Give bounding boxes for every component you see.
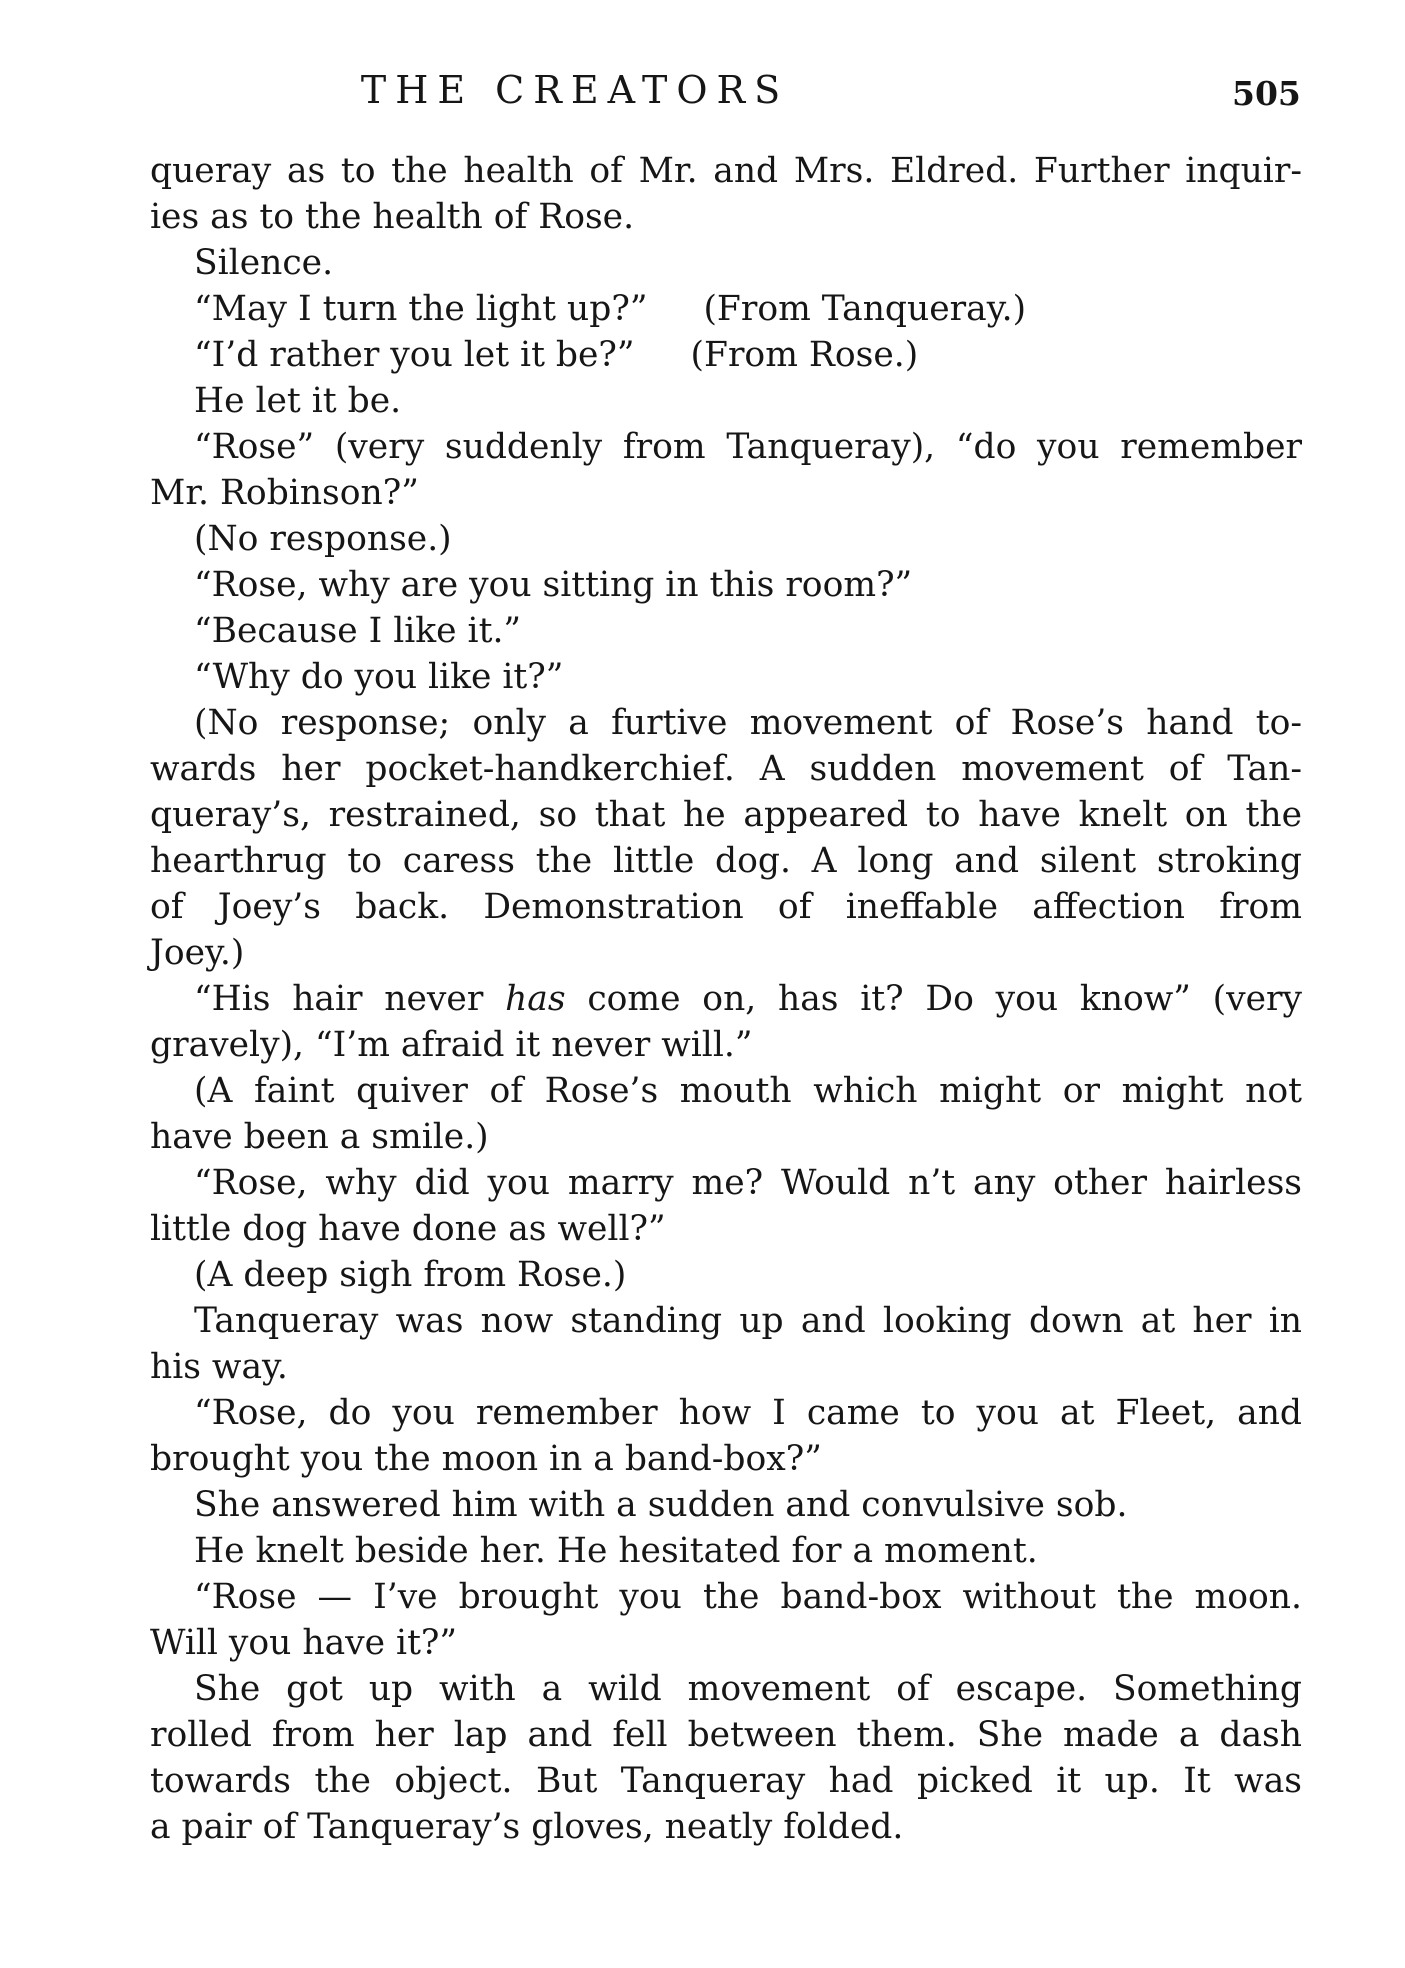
line-text: have been a smile.): [150, 1117, 489, 1157]
line-text: queray as to the health of Mr. and Mrs. Eldred. Further inquir-: [150, 151, 1302, 191]
line-text: Mr. Robinson?”: [150, 473, 419, 513]
text-line: [150, 378, 1302, 424]
line-text: Joey.): [150, 933, 245, 973]
text-line: [150, 286, 1302, 332]
line-text: “Why do you like it?”: [194, 657, 564, 697]
text-line: [150, 654, 1302, 700]
line-text: “Rose” (very suddenly from Tanqueray), “do you remember: [194, 427, 1302, 467]
text-line: [150, 1528, 1302, 1574]
line-text: “Rose, do you remember how I came to you at Fleet, and: [194, 1393, 1302, 1433]
line-text: queray’s, restrained, so that he appeared to have knelt on the: [150, 795, 1302, 835]
line-text: “Rose — I’ve brought you the band-box without the moon.: [194, 1577, 1302, 1617]
text-line: [150, 792, 1302, 838]
line-text: his way.: [150, 1347, 288, 1387]
text-line: [150, 746, 1302, 792]
italic-word: has: [505, 979, 566, 1019]
text-line: [150, 1758, 1302, 1804]
text-line: [150, 562, 1302, 608]
line-text: (A deep sigh from Rose.): [194, 1255, 627, 1295]
line-text: of Joey’s back. Demonstration of ineffable affection from: [150, 887, 1302, 927]
line-text: Silence.: [194, 243, 334, 283]
line-text: She got up with a wild movement of escape. Something: [194, 1669, 1302, 1709]
text-line: [150, 1712, 1302, 1758]
line-text: “I’d rather you let it be?”: [194, 335, 635, 375]
stage-aside: (From Rose.): [690, 335, 919, 375]
line-text: (No response; only a furtive movement of Rose’s hand to-: [194, 703, 1302, 743]
text-line: [150, 1804, 1302, 1850]
running-head: [0, 62, 1405, 122]
line-text: Tanqueray was now standing up and looking down at her in: [194, 1301, 1302, 1341]
line-text: (A faint quiver of Rose’s mouth which might or might not: [194, 1071, 1302, 1111]
line-text: She answered him with a sudden and convulsive sob.: [194, 1485, 1128, 1525]
text-line: [150, 194, 1302, 240]
text-line: [150, 148, 1302, 194]
text-line: [150, 1666, 1302, 1712]
text-line: [150, 1482, 1302, 1528]
text-segment: “His hair never: [194, 979, 506, 1019]
text-line: [150, 700, 1302, 746]
text-line: [150, 1252, 1302, 1298]
text-line: [150, 1114, 1302, 1160]
line-text: “Rose, why did you marry me? Would n’t any other hairless: [194, 1163, 1302, 1203]
line-text: rolled from her lap and fell between them. She made a dash: [150, 1715, 1302, 1755]
line-text: Will you have it?”: [150, 1623, 458, 1663]
text-line: [150, 1620, 1302, 1666]
line-text: “Rose, why are you sitting in this room?”: [194, 565, 913, 605]
text-line: [150, 516, 1302, 562]
page-number: 505: [1232, 74, 1301, 113]
running-title: THE CREATORS: [360, 68, 790, 112]
text-line: [150, 1344, 1302, 1390]
text-line: [150, 976, 1302, 1022]
text-line: [150, 470, 1302, 516]
line-text: gravely), “I’m afraid it never will.”: [150, 1025, 753, 1065]
text-line: [150, 1574, 1302, 1620]
line-text: “May I turn the light up?”: [194, 289, 648, 329]
line-text: ies as to the health of Rose.: [150, 197, 635, 237]
text-line: [150, 838, 1302, 884]
text-line: [150, 930, 1302, 976]
text-line: [150, 608, 1302, 654]
text-line: [150, 424, 1302, 470]
line-text: “Because I like it.”: [194, 611, 522, 651]
body-text: [150, 148, 1302, 1850]
text-line: [150, 1436, 1302, 1482]
line-text: towards the object. But Tanqueray had picked it up. It was: [150, 1761, 1302, 1801]
text-line: [150, 1390, 1302, 1436]
text-line: [150, 1298, 1302, 1344]
line-text: a pair of Tanqueray’s gloves, neatly folded.: [150, 1807, 904, 1847]
text-line: [150, 1022, 1302, 1068]
line-text: hearthrug to caress the little dog. A long and silent stroking: [150, 841, 1302, 881]
text-line: [150, 1206, 1302, 1252]
text-segment: come on, has it? Do you know” (very: [565, 979, 1302, 1019]
line-text: (No response.): [194, 519, 452, 559]
stage-aside: (From Tanqueray.): [703, 289, 1027, 329]
text-line: [150, 240, 1302, 286]
text-line: [150, 332, 1302, 378]
text-line: [150, 1160, 1302, 1206]
line-text: wards her pocket-handkerchief. A sudden movement of Tan-: [150, 749, 1302, 789]
line-text: He let it be.: [194, 381, 402, 421]
text-line: [150, 884, 1302, 930]
line-text: brought you the moon in a band-box?”: [150, 1439, 822, 1479]
line-text: little dog have done as well?”: [150, 1209, 666, 1249]
text-line: [150, 1068, 1302, 1114]
line-text: He knelt beside her. He hesitated for a moment.: [194, 1531, 1038, 1571]
